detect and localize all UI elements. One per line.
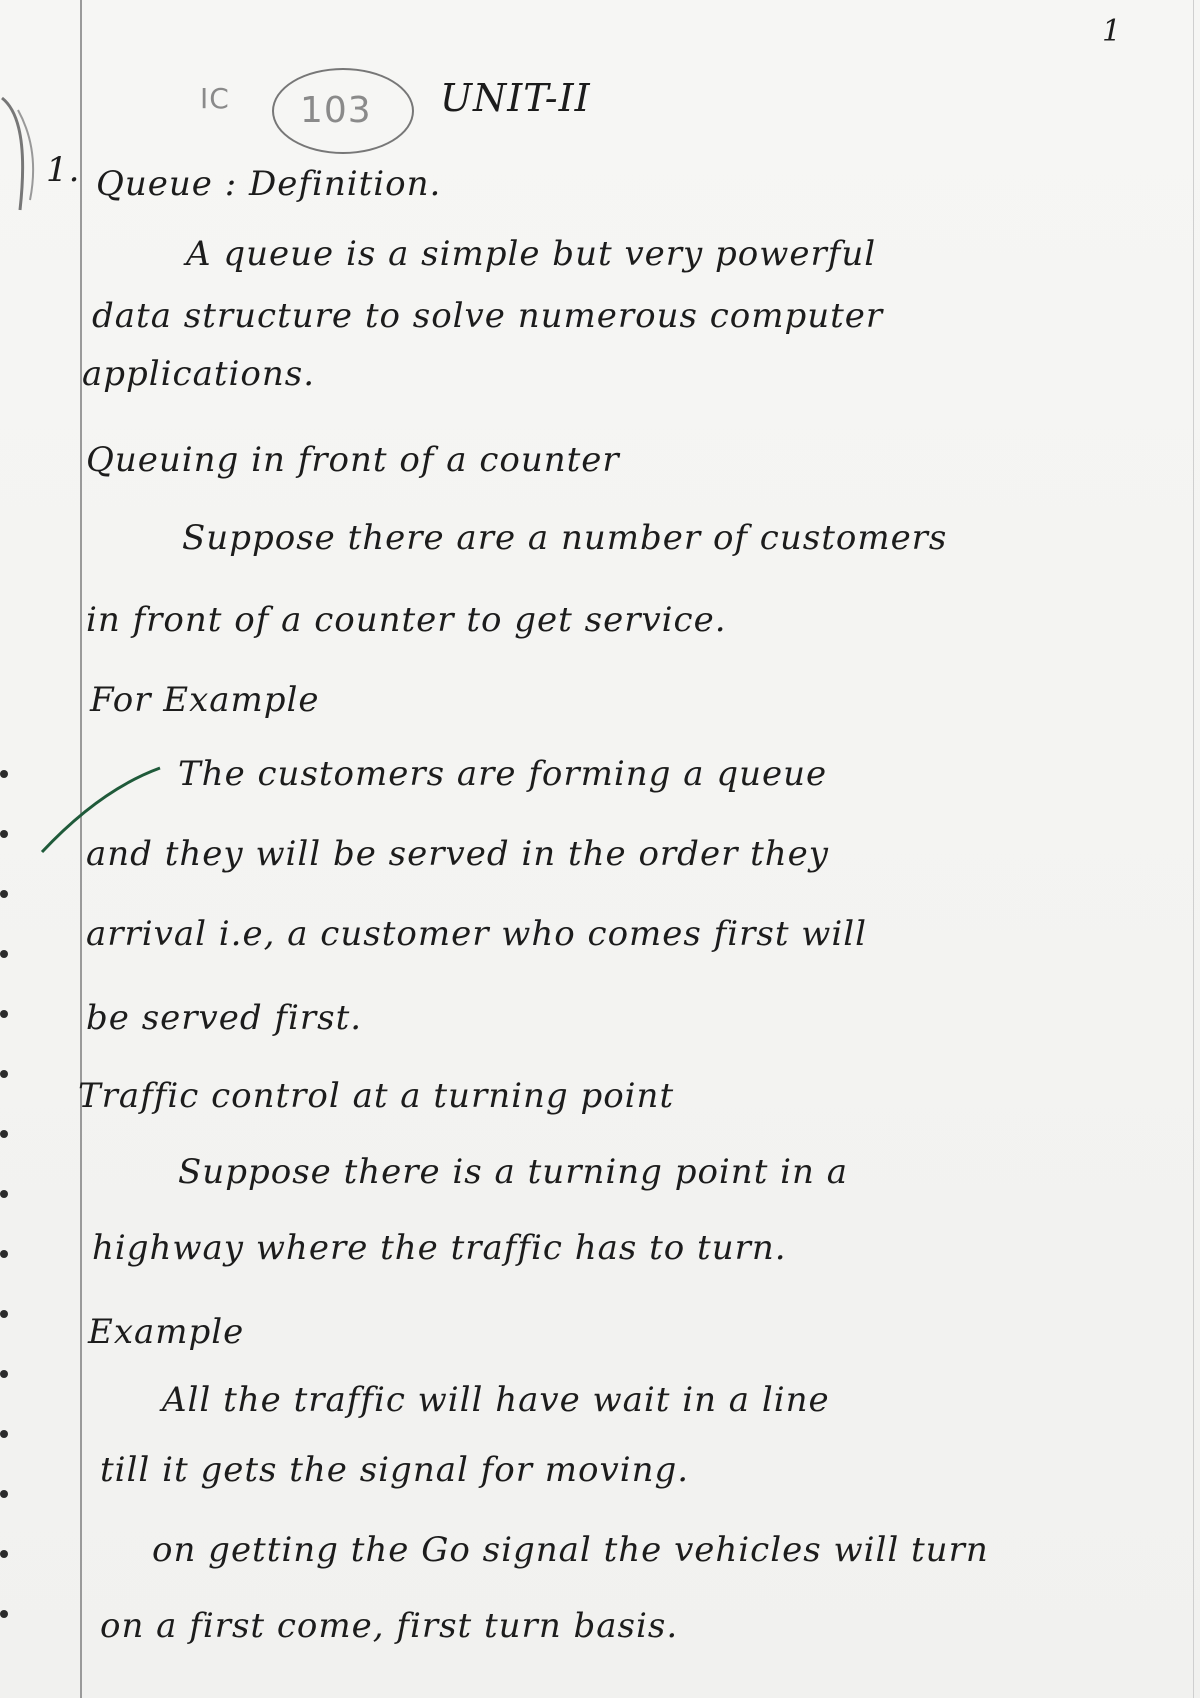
text-line: and they will be served in the order they — [86, 834, 830, 874]
heading-counter: Queuing in front of a counter — [86, 440, 620, 480]
text-line: Suppose there is a turning point in a — [178, 1152, 849, 1192]
heading-example: For Example — [90, 680, 320, 720]
heading-definition: Queue : Definition. — [96, 164, 442, 204]
heading-example: Example — [88, 1312, 245, 1352]
text-line: be served first. — [86, 998, 363, 1038]
page-code: 103 — [300, 90, 372, 131]
text-line: highway where the traffic has to turn. — [92, 1228, 787, 1268]
unit-title: UNIT-II — [440, 76, 591, 120]
text-line: on a first come, first turn basis. — [100, 1606, 679, 1646]
item-number: 1. — [46, 150, 81, 190]
tick-mark-stroke — [18, 110, 33, 200]
text-line: till it gets the signal for moving. — [100, 1450, 690, 1490]
page-number: 1 — [1102, 14, 1123, 49]
text-line: The customers are forming a queue — [178, 754, 828, 794]
text-line: All the traffic will have wait in a line — [162, 1380, 830, 1420]
text-line: Suppose there are a number of customers — [182, 518, 948, 558]
text-line: data structure to solve numerous computer — [92, 296, 884, 336]
text-line: applications. — [82, 354, 316, 394]
text-line: A queue is a simple but very powerful — [186, 234, 877, 274]
text-line: arrival i.e, a customer who comes first will — [86, 914, 868, 954]
text-line: on getting the Go signal the vehicles will turn — [152, 1530, 989, 1570]
text-line: in front of a counter to get service. — [86, 600, 727, 640]
heading-traffic: Traffic control at a turning point — [78, 1076, 675, 1116]
corner-mark: IC — [200, 82, 230, 115]
